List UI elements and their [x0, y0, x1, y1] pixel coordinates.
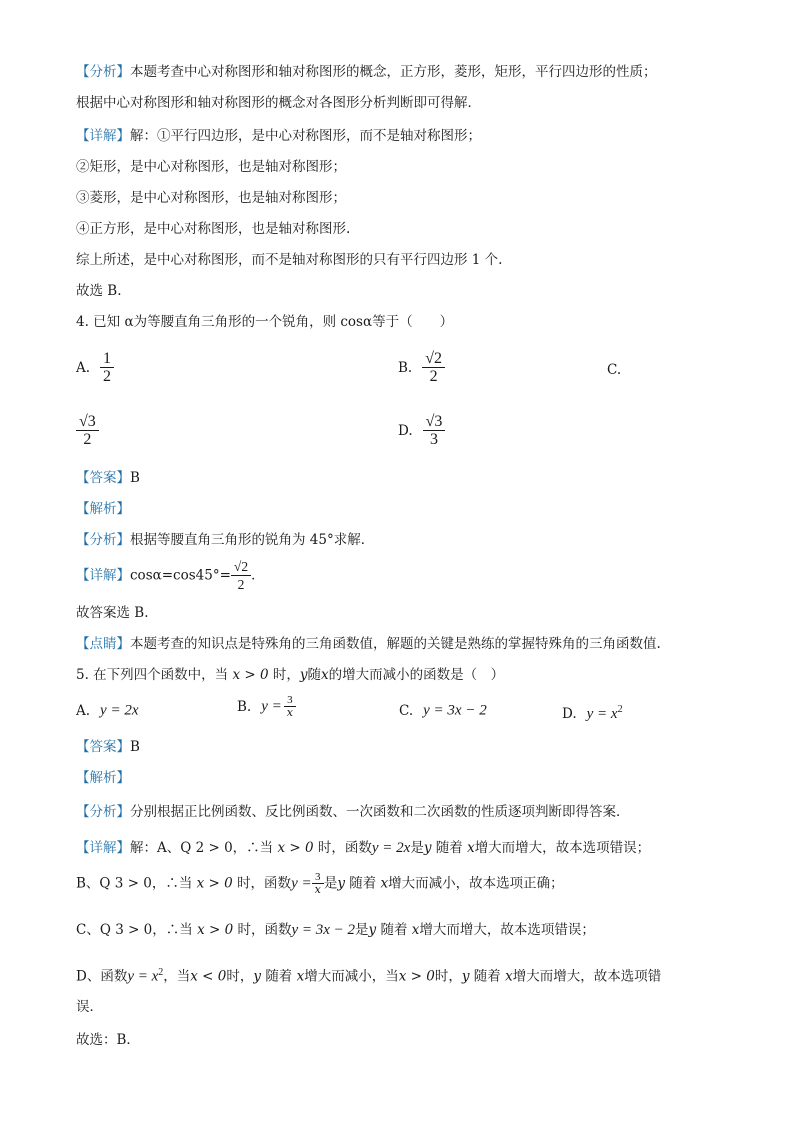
detail-text: 随着: [473, 968, 501, 985]
q5-detail-c: [76, 920, 595, 940]
q4-remark: [76, 634, 661, 654]
q4-analysis: [76, 530, 374, 550]
q4-answer: [76, 468, 140, 488]
prev-detail-line2: ②矩形，是中心对称图形，也是轴对称图形；: [76, 159, 346, 175]
option-label: B.: [237, 698, 252, 715]
answer-tag: 【答案】: [76, 470, 130, 486]
detail-text: B、Q 3 > 0，∴当: [76, 875, 193, 892]
stem-text: 5. 在下列四个函数中，当: [76, 667, 229, 683]
detail-function: y = 2x: [371, 840, 411, 856]
detail-text: 时，函数: [237, 922, 292, 938]
detail-condition: x < 0: [190, 968, 227, 985]
detail-var-y: y: [423, 840, 432, 856]
analysis-text: 根据等腰直角三角形的锐角为 45°求解．: [130, 532, 375, 548]
denominator: 2: [103, 368, 112, 385]
detail-condition: x > 0: [197, 922, 234, 938]
detail-text: 随着: [265, 968, 293, 985]
detail-var-y: y: [337, 875, 345, 892]
detail-text: ，当: [163, 968, 191, 985]
q5-explain-tag: [76, 768, 130, 788]
detail-text: 时，函数: [237, 875, 292, 892]
detail-function: y =: [291, 875, 312, 892]
detail-fraction: [231, 558, 251, 593]
stem-condition: x > 0: [232, 667, 269, 683]
detail-text: 时，: [226, 968, 254, 985]
option-expression: y = 3x − 2: [423, 702, 487, 719]
stem-text: 随: [307, 667, 322, 683]
detail-var-x: x: [380, 875, 389, 892]
detail-text: 时，: [434, 968, 462, 985]
detail-var-y: y: [253, 968, 262, 985]
q5-detail-d-wrap: 误．: [76, 999, 103, 1015]
q4-choice: 故答案选 B.: [76, 605, 149, 621]
detail-text: 增大而减小，故本选项正确；: [388, 875, 564, 892]
option-fraction: [100, 350, 114, 385]
remark-tag: 【点睛】: [76, 636, 130, 652]
detail-text: 随着: [435, 840, 463, 856]
analysis-text: 本题考查中心对称图形和轴对称图形的概念，正方形，菱形，矩形，平行四边形的性质；: [130, 64, 657, 80]
numerator: 3: [284, 694, 296, 707]
q4-option-d: [398, 413, 445, 448]
detail-condition: x > 0: [398, 968, 435, 985]
prev-detail-line4: ④正方形，是中心对称图形，也是轴对称图形.: [76, 221, 351, 237]
stem-text: 时，: [272, 667, 300, 683]
prev-analysis-line2: 根据中心对称图形和轴对称图形的概念对各图形分析判断即可得解．: [76, 95, 481, 111]
denominator: 3: [430, 431, 439, 448]
detail-text: 增大而增大，故本选项错误；: [419, 922, 595, 938]
numerator: √3: [76, 413, 99, 431]
q5-answer: [76, 737, 140, 757]
q4-stem: 4. 已知 α为等腰直角三角形的一个锐角，则 cosα等于（ ）: [76, 314, 454, 330]
remark-text: 本题考查的知识点是特殊角的三角函数值，解题的关键是熟练的掌握特殊角的三角函数值.: [130, 636, 661, 652]
detail-fraction: [312, 871, 324, 896]
detail-text: 是: [355, 922, 369, 938]
q4-option-a: [76, 350, 114, 385]
option-label: D.: [562, 706, 577, 722]
q5-option-b: [237, 694, 296, 719]
detail-var-y: y: [461, 968, 470, 985]
detail-function: y = 3x − 2: [291, 922, 356, 938]
analysis-tag: 【分析】: [76, 64, 130, 80]
option-fraction: [423, 413, 446, 448]
numerator: 1: [100, 350, 114, 368]
answer-value: B: [130, 470, 140, 486]
q5-option-a: [76, 700, 138, 721]
q4-option-c-label: C.: [607, 362, 622, 378]
denominator: x: [314, 883, 321, 896]
detail-prefix: cosα=cos45°=: [130, 567, 231, 584]
detail-tag: 【详解】: [76, 567, 130, 584]
prev-choice: 故选 B.: [76, 283, 122, 299]
detail-text: 增大而增大，故本选项错误；: [474, 840, 651, 856]
option-label: A.: [76, 702, 91, 719]
explain-tag: 【解析】: [76, 501, 130, 517]
option-fraction: [422, 350, 445, 385]
detail-var-y: y: [368, 922, 377, 938]
option-expression: y =: [261, 698, 282, 715]
denominator: 2: [429, 368, 438, 385]
prev-summary: 综上所述，是中心对称图形，而不是轴对称图形的只有平行四边形 1 个.: [76, 252, 503, 268]
analysis-tag: 【分析】: [76, 804, 130, 820]
detail-var-x: x: [296, 968, 305, 985]
answer-tag: 【答案】: [76, 739, 130, 755]
option-label: B.: [398, 359, 413, 376]
denominator: x: [286, 706, 293, 719]
detail-text: D、函数: [76, 968, 128, 985]
denominator: 2: [237, 577, 245, 592]
prev-detail-line3: ③菱形，是中心对称图形，也是轴对称图形；: [76, 190, 346, 206]
detail-tag: 【详解】: [76, 128, 130, 144]
analysis-text: 分别根据正比例函数、反比例函数、一次函数和二次函数的性质逐项判断即得答案．: [130, 804, 630, 820]
q5-detail-b: [76, 871, 564, 896]
detail-text: 增大而减小，当: [304, 968, 399, 985]
stem-var-x: x: [321, 667, 329, 683]
detail-tag: 【详解】: [76, 840, 130, 856]
numerator: √2: [231, 558, 251, 576]
q5-option-d: [562, 700, 623, 724]
explain-tag: 【解析】: [76, 770, 130, 786]
q4-detail: [76, 558, 265, 593]
q4-option-b: [398, 350, 445, 385]
option-exponent: 2: [617, 704, 623, 715]
option-label: D.: [398, 422, 413, 439]
numerator: 3: [312, 871, 324, 884]
q5-stem: [76, 665, 504, 685]
detail-var-x: x: [505, 968, 513, 985]
option-fraction: [76, 413, 99, 448]
q5-detail-a: [76, 838, 650, 858]
prev-detail-line1: [76, 126, 481, 146]
q5-detail-d: [76, 963, 661, 987]
option-label: C.: [399, 702, 414, 719]
detail-text: 解：A、Q 2 > 0，∴当: [130, 840, 274, 856]
detail-suffix: ．: [251, 567, 265, 584]
detail-text: 解：①平行四边形，是中心对称图形，而不是轴对称图形；: [130, 128, 481, 144]
analysis-tag: 【分析】: [76, 532, 130, 548]
stem-var-y: y: [299, 667, 308, 683]
detail-var-x: x: [467, 840, 475, 856]
numerator: √2: [422, 350, 445, 368]
detail-text: 增大而增大，故本选项错: [512, 968, 662, 985]
detail-condition: x > 0: [277, 840, 314, 856]
detail-condition: x > 0: [196, 875, 233, 892]
prev-analysis-line1: [76, 62, 657, 82]
stem-text: 的增大而减小的函数是（ ）: [328, 667, 505, 683]
detail-exponent: 2: [158, 967, 164, 978]
detail-text: 是: [410, 840, 424, 856]
option-expression: y = x: [586, 706, 618, 722]
detail-text: 是: [323, 875, 338, 892]
q5-option-c: [399, 700, 487, 721]
detail-text: 时，函数: [317, 840, 372, 856]
detail-function: y = x: [127, 968, 159, 985]
q4-explain-tag: [76, 499, 130, 519]
q4-option-c-value: [76, 413, 99, 448]
denominator: 2: [83, 431, 92, 448]
q5-choice: 故选：B．: [76, 1032, 140, 1048]
option-label: A.: [76, 359, 91, 376]
detail-text: C、Q 3 > 0，∴当: [76, 922, 193, 938]
numerator: √3: [423, 413, 446, 431]
answer-value: B: [130, 739, 140, 755]
option-expression: y = 2x: [100, 702, 139, 719]
option-fraction: [284, 694, 296, 719]
detail-var-x: x: [411, 922, 420, 938]
detail-text: 随着: [380, 922, 408, 938]
detail-text: 随着: [349, 875, 377, 892]
q5-analysis: [76, 802, 630, 822]
